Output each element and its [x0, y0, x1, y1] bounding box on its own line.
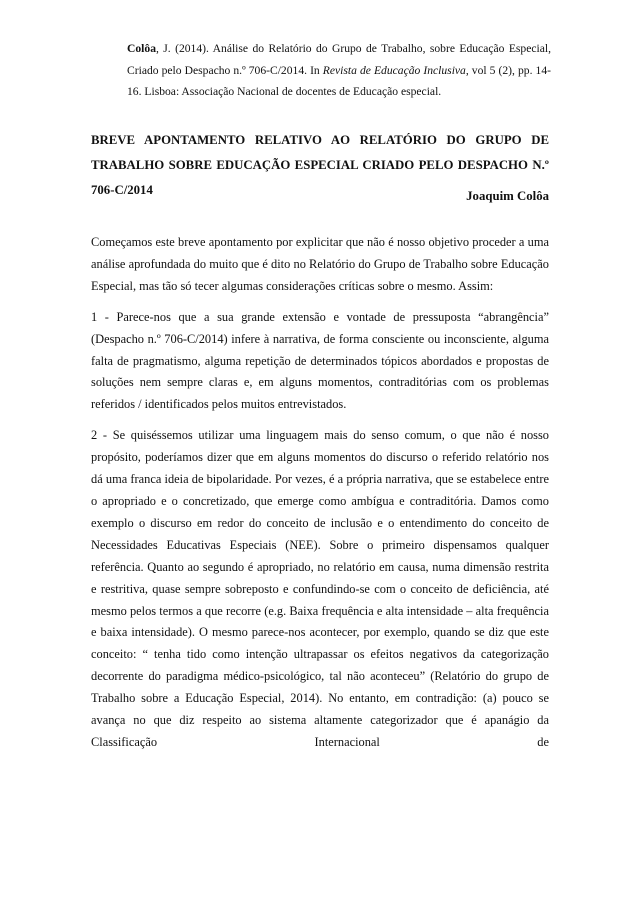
citation-year-title: , J. (2014). Análise do Relatório do Grupo de Trabalho, sobre Educação Especial, Criado pelo Despacho n.º 706-C/2014. In	[127, 42, 551, 77]
citation-author: Colôa	[127, 42, 156, 55]
paragraph-intro: Começamos este breve apontamento por explicitar que não é nosso objetivo proceder a uma análise aprofundada do muito que é dito no Relatório do Grupo de Trabalho sobre Educação Especial, mas tão só tecer algumas considerações críticas sobre o mesmo. Assim:	[91, 235, 549, 293]
paragraph-point-1: 1 - Parece-nos que a sua grande extensão e vontade de pressuposta “abrangência” (Despacho n.º 706-C/2014) infere à narrativa, de forma consciente ou inconsciente, alguma falta de pragmatismo, alguma repetição de determinados tópicos abordados e propostas de soluções nem sempre claras e, em alguns momentos, contraditórias com os problemas referidos / identificados pelos muitos entrevistados.	[91, 309, 549, 412]
article-body	[91, 232, 549, 763]
citation-journal: Revista de Educação Inclusiva	[322, 63, 466, 77]
article-author: Joaquim Colôa	[466, 189, 549, 203]
paragraph-point-2: 2 - Se quiséssemos utilizar uma linguagem mais do senso comum, o que não é nosso propósito, poderíamos dizer que em alguns momentos do discurso o referido relatório nos dá uma franca ideia de bipolaridade. Por vezes, é a própria narrativa, que se estabelece entre o apropriado e o concretizado, que emerge como ambígua e contraditória. Damos como exemplo o discurso em redor do conceito de inclusão e o entendimento do conceito de Necessidades Educativas Especiais (NEE). Sobre o primeiro dispensamos qualquer referência. Quanto ao segundo é apropriado, no relatório em causa, numa dimensão restrita e restritiva, quase sempre sobreposto e confundindo-se com o conceito de deficiência, até mesmo pelos termos a que recorre (e.g. Baixa frequência e alta intensidade – alta frequência e baixa intensidade). O mesmo parece-nos acontecer, por exemplo, quando se diz que este conceito: “ tenha tido como intenção ultrapassar os efeitos negativos da categorização decorrente do paradigma médico-psicológico, tal não aconteceu” (Relatório do grupo de Trabalho sobre a Educação Especial, 2014). No entanto, em contradição: (a) pouco se avança no que diz respeito ao sistema altamente categorizador que é apanágio da Classificação Internacional de	[91, 428, 549, 749]
citation-block	[127, 38, 551, 103]
article-title: BREVE APONTAMENTO RELATIVO AO RELATÓRIO DO GRUPO DE TRABALHO SOBRE EDUCAÇÃO ESPECIAL CRIADO PELO DESPACHO N.º 706-C/2014	[91, 133, 549, 197]
citation-text	[127, 38, 551, 103]
citation-details: , vol 5 (2), pp. 14-16. Lisboa: Associação Nacional de docentes de Educação especial.	[127, 63, 551, 98]
